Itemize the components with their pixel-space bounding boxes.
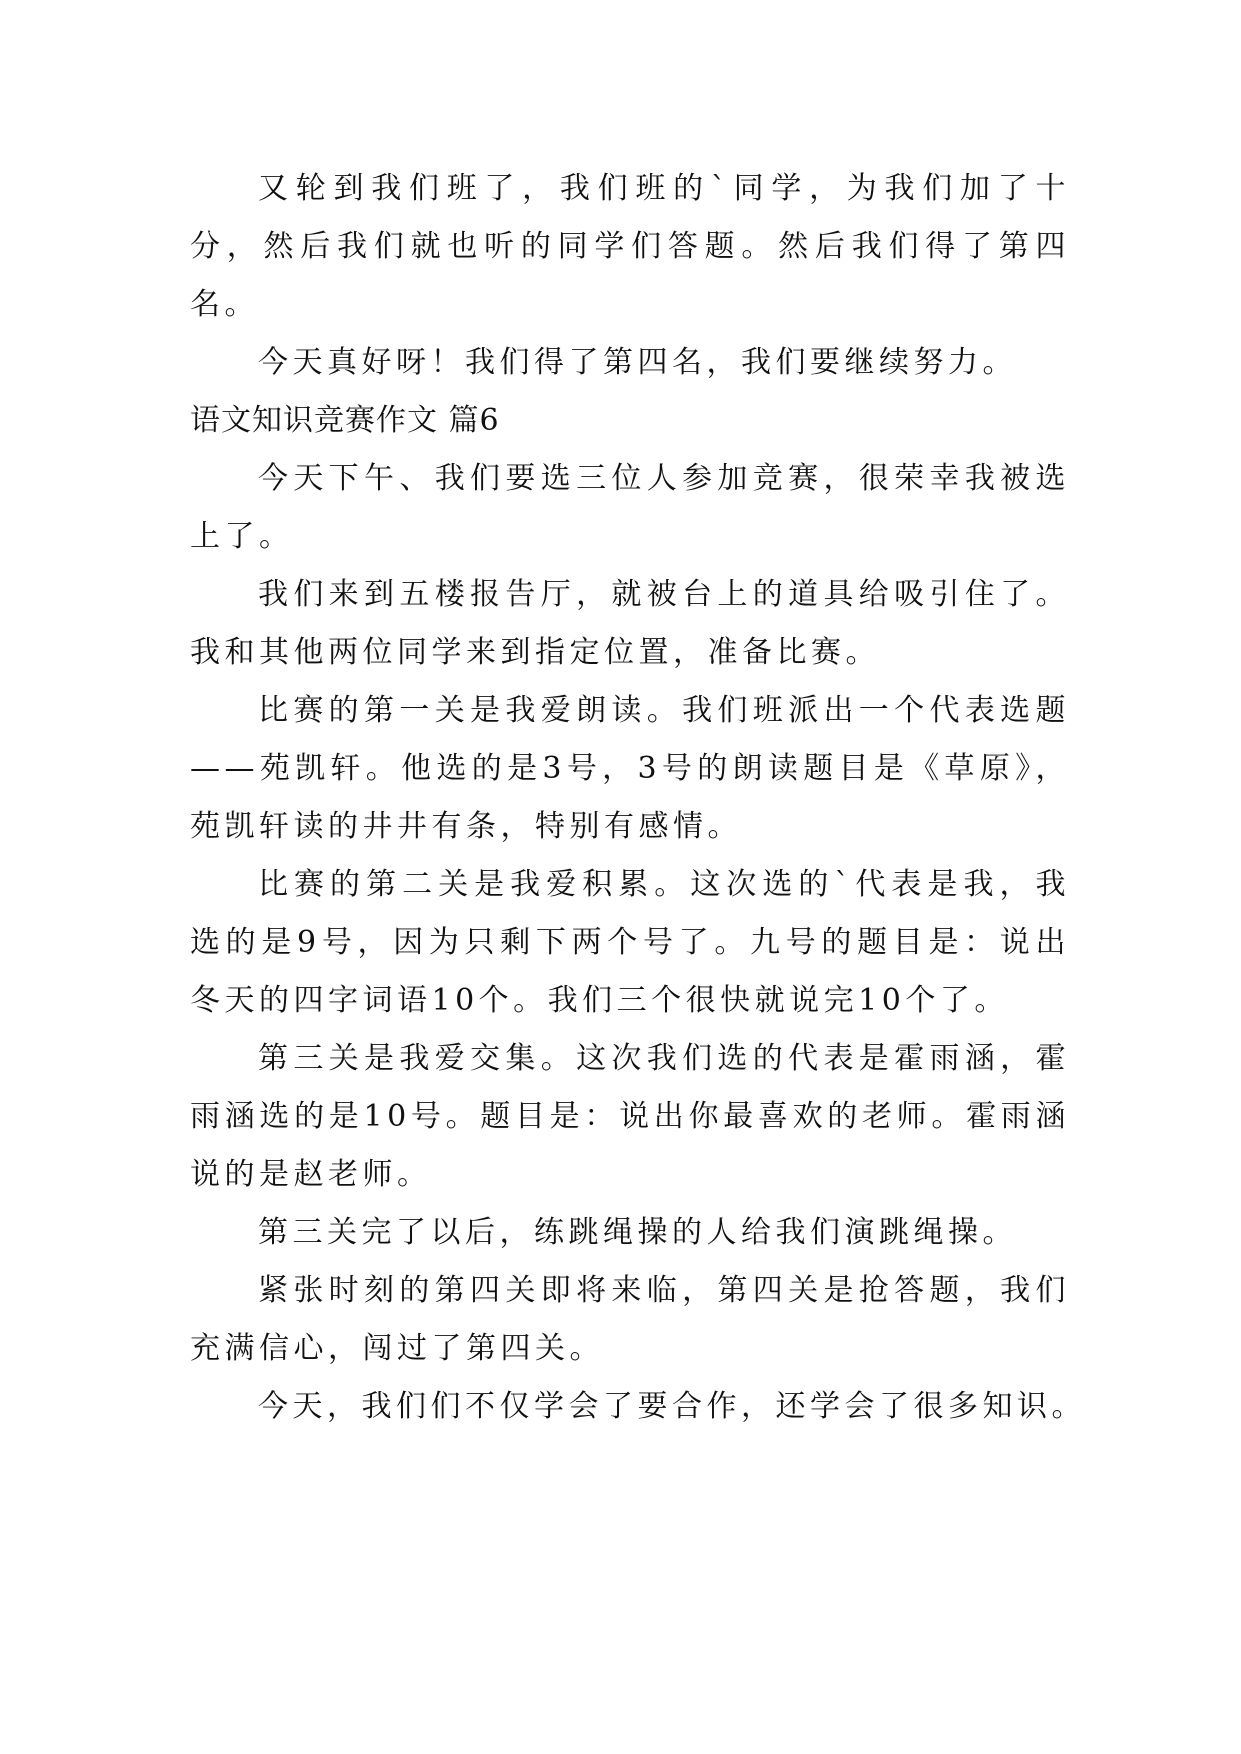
paragraph-10: 今天，我们们不仅学会了要合作，还学会了很多知识。 (258, 1389, 1086, 1424)
paragraph-1: 又轮到我们班了，我们班的`同学，为我们加了十分，然后我们就也听的同学们答题。然后我们得了第四名。 (190, 171, 1070, 322)
paragraph-8: 第三关完了以后，练跳绳操的人给我们演跳绳操。 (258, 1215, 1017, 1250)
paragraph-9: 紧张时刻的第四关即将来临，第四关是抢答题，我们充满信心，闯过了第四关。 (190, 1273, 1070, 1366)
paragraph-7: 第三关是我爱交集。这次我们选的代表是霍雨涵，霍雨涵选的是10号。题目是：说出你最喜欢的老师。霍雨涵说的是赵老师。 (190, 1041, 1070, 1192)
document-page (190, 160, 1086, 1436)
paragraph-5: 比赛的第一关是我爱朗读。我们班派出一个代表选题——苑凯轩。他选的是3号，3号的朗读题目是《草原》，苑凯轩读的井井有条，特别有感情。 (190, 693, 1070, 844)
paragraph-6: 比赛的第二关是我爱积累。这次选的`代表是我，我选的是9号，因为只剩下两个号了。九号的题目是：说出冬天的四字词语10个。我们三个很快就说完10个了。 (190, 867, 1070, 1018)
paragraph-2: 今天真好呀！我们得了第四名，我们要继续努力。 (258, 345, 1017, 380)
section-heading: 语文知识竞赛作文 篇6 (190, 403, 500, 438)
paragraph-4: 我们来到五楼报告厅，就被台上的道具给吸引住了。我和其他两位同学来到指定位置，准备比赛。 (190, 577, 1070, 670)
paragraph-3: 今天下午、我们要选三位人参加竞赛，很荣幸我被选上了。 (190, 461, 1070, 554)
